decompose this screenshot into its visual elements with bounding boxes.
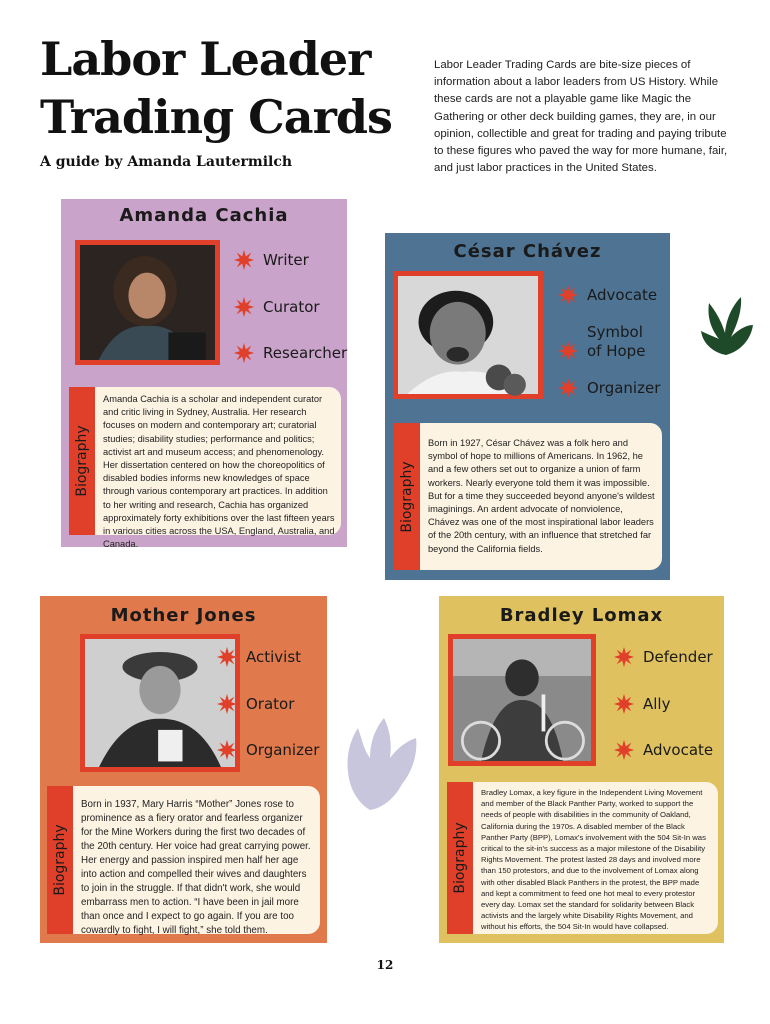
trait-label: Orator <box>246 694 295 713</box>
biography-tab: Biography <box>47 786 73 934</box>
card-mother-jones <box>40 596 327 943</box>
trait-item <box>557 377 660 399</box>
portrait-photo <box>448 634 596 766</box>
trait-item <box>216 739 319 761</box>
trait-label: Ally <box>643 694 671 713</box>
trait-label: Writer <box>263 250 309 269</box>
biography-box <box>47 786 320 934</box>
starburst-icon <box>557 377 579 399</box>
biography-tab: Biography <box>69 387 95 535</box>
starburst-icon <box>233 296 255 318</box>
portrait-photo <box>393 271 543 399</box>
trait-label: Advocate <box>643 740 714 759</box>
biography-text: Born in 1927, César Chávez was a folk hero and symbol of hope to millions of Americans. In 1962, he and a few others set out to organize a union of farm workers. Nearly everyone told them it was impossible. But for a time they succeeded beyond anyone's wildest imaginings. An ardent advocate of nonviolence, Chávez was one of the most inspirational labor leaders of the 20th century, with an influence that stretched far beyond the California fields. <box>428 438 655 554</box>
starburst-icon <box>216 646 238 668</box>
biography-box <box>69 387 341 550</box>
trait-label: Advocate <box>587 285 658 304</box>
starburst-icon <box>613 693 635 715</box>
subtitle: A guide by Amanda Lautermilch <box>40 154 293 170</box>
starburst-icon <box>557 284 579 306</box>
card-amanda-cachia <box>61 199 348 550</box>
starburst-icon <box>216 739 238 761</box>
green-leaf-icon <box>695 295 757 357</box>
trait-item <box>233 342 347 364</box>
trait-item <box>613 693 670 715</box>
starburst-icon <box>233 342 255 364</box>
starburst-icon <box>233 249 255 271</box>
biography-text: Born in 1937, Mary Harris “Mother” Jones rose to prominence as a fiery orator and fearless organizer for the Mine Workers during the first two decades of the 20th century. Her voice had great carrying power. Her energy and passion inspired men half her age into action and compelled their wives and daughters to join in the struggle. If that didn't work, she would embarrass men to action. “I have been in jail more than once and I expect to go again. If you are too cowardly to fight, I will fight,” she told them. <box>81 799 311 936</box>
card-cesar-chavez <box>385 233 670 580</box>
trait-item <box>233 249 309 271</box>
trait-item <box>613 646 713 668</box>
trait-label: Activist <box>246 647 302 666</box>
intro-paragraph: Labor Leader Trading Cards are bite-size pieces of information about a labor leaders from US History. While these cards are not a playable game like Magic the Gathering or other deck building games, they are, in our opinion, collectible and great for trading and paying tribute to these figures who paved the way for more humane, fair, and just labor practices in the United States. <box>434 59 728 175</box>
portrait-photo <box>75 240 220 365</box>
starburst-icon <box>216 693 238 715</box>
card-name: Bradley Lomax <box>499 605 664 626</box>
trait-label: Researcher <box>263 343 348 362</box>
card-bradley-lomax <box>439 596 724 943</box>
card-name: Mother Jones <box>110 605 257 626</box>
trait-label: Defender <box>643 647 713 666</box>
title-line-2: Trading Cards <box>40 90 392 144</box>
trait-label: Organizer <box>246 740 320 759</box>
trait-item <box>613 739 713 761</box>
starburst-icon <box>557 340 579 362</box>
biography-text: Bradley Lomax, a key figure in the Independent Living Movement and member of the Black Panther Party, worked to support the needs of people with disabilities in the community of Oakland, California during the 1970s. A disabled member of the Black Panther Party (BPP), Lomax's involvement with the 504 Sit-In was critical to the sit-in's success as a major milestone of the Disability Rights Movement. The protest lasted 28 days and involved more than 150 protestors, and due to the involvement of Lomax along with other disabled Black Panthers in the protest, the BPP made and kept a commitment to feed one hot meal to every protestor every day. Lomax set the standard for solidarity between Black activists and the largely white Disability Rights Movement, and without his efforts, the 504 Sit-In would have collapsed. <box>481 788 706 932</box>
trait-item <box>216 646 301 668</box>
trait-item <box>216 693 294 715</box>
trait-label: Organizer <box>587 378 661 397</box>
trait-label <box>587 323 645 361</box>
biography-tab: Biography <box>447 782 473 934</box>
biography-box <box>447 782 718 934</box>
trait-label-line: of Hope <box>587 342 646 360</box>
page-title <box>40 30 400 146</box>
trait-label: Curator <box>263 297 320 316</box>
trait-label-line: Symbol <box>587 323 643 341</box>
biography-text: Amanda Cachia is a scholar and independent curator and critic living in Sydney, Australia. Her research focuses on modern and contemporary art; curatorial studies; disability studies; performance and politics; activist art and museum access; and phenomenology. Her dissertation centered on how the choreopolitics of disabled bodies informs new knowledges of space through various contemporary art practices. In addition to her writing and research, Cachia has organized approximately forty exhibitions over the last fifteen years in various cities across the USA, England, Australia, and Canada. <box>103 394 335 550</box>
trait-item <box>233 296 320 318</box>
biography-tab: Biography <box>394 423 420 570</box>
trait-item <box>557 322 645 362</box>
lavender-leaf-icon <box>340 712 428 812</box>
trait-item <box>557 284 657 306</box>
card-name: César Chávez <box>453 241 602 262</box>
card-name: Amanda Cachia <box>119 205 289 226</box>
page-number: 12 <box>376 958 394 972</box>
biography-box <box>394 423 662 570</box>
starburst-icon <box>613 739 635 761</box>
title-line-1: Labor Leader <box>40 32 371 86</box>
starburst-icon <box>613 646 635 668</box>
